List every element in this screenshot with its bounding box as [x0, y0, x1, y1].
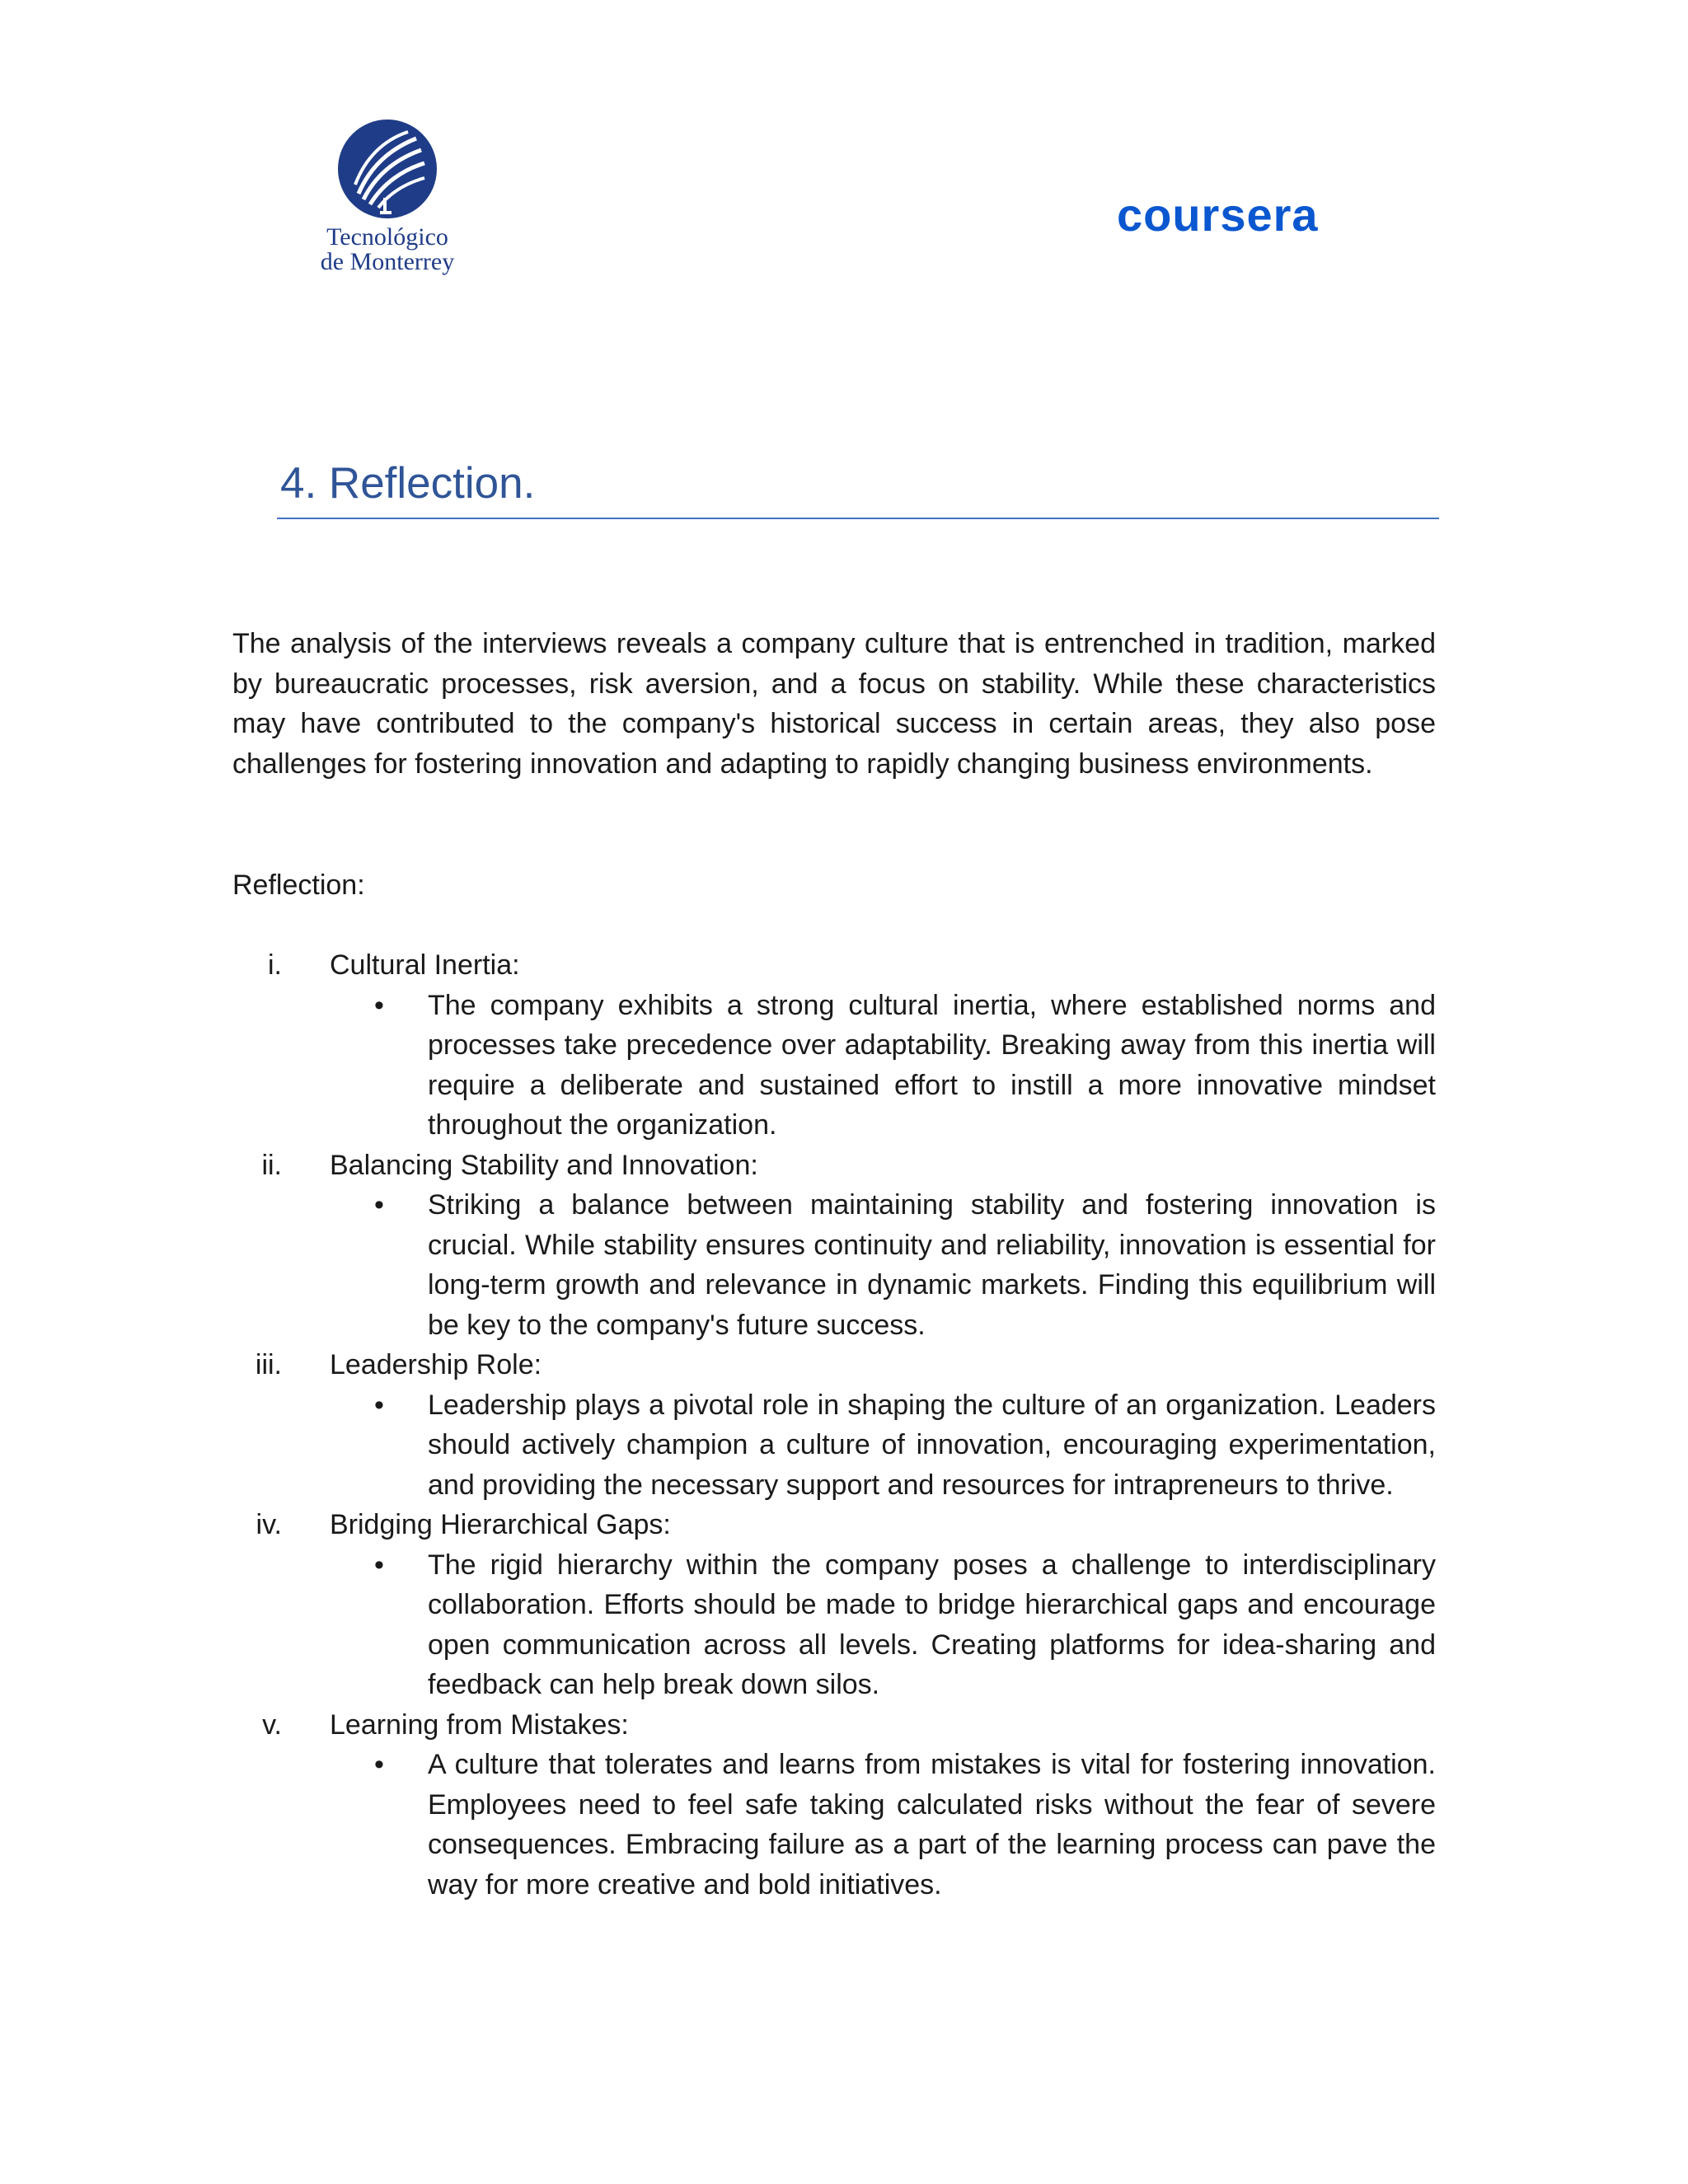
tec-logo-line2: de Monterrey: [320, 248, 455, 275]
list-item: [232, 1146, 1436, 1346]
heading-divider: [277, 518, 1439, 519]
list-item: [232, 1345, 1436, 1505]
list-item-title-text: Balancing Stability and Innovation:: [330, 1149, 758, 1181]
list-numeral: v.: [262, 1708, 282, 1741]
tec-logo-line1: Tecnológico: [326, 223, 448, 251]
list-item-title-text: Bridging Hierarchical Gaps:: [330, 1509, 671, 1540]
list-numeral: ii.: [261, 1149, 282, 1181]
reflection-label: Reflection:: [232, 869, 365, 901]
bullet-text: Striking a balance between maintaining stability and fostering innovation is crucial. While stability ensures continuity and reliability, innovation is essential for long-term growth and relevance in dynamic markets. Finding this equilibrium will be key to the company's future success.: [428, 1189, 1436, 1341]
list-item-title: [232, 945, 1436, 986]
list-item: [232, 1505, 1436, 1705]
bullet-icon: •: [374, 989, 384, 1021]
bullet-item: [232, 986, 1436, 1146]
bullet-icon: •: [374, 1549, 384, 1581]
tec-emblem-icon: [334, 115, 441, 223]
intro-paragraph: The analysis of the interviews reveals a company culture that is entrenched in tradition, marked by bureaucratic processes, risk aversion, and a focus on stability. While these characteristics may have contributed to the company's historical success in certain areas, they also pose challenges for fostering innovation and adapting to rapidly changing business environments.: [232, 628, 1436, 780]
list-item-title: [232, 1345, 1436, 1385]
list-item: [232, 945, 1436, 1146]
list-item-title-text: Cultural Inertia:: [330, 949, 520, 981]
bullet-icon: •: [374, 1189, 384, 1221]
list-numeral: iii.: [255, 1349, 282, 1380]
bullet-text: The rigid hierarchy within the company poses a challenge to interdisciplinary collaboration. Efforts should be made to bridge hierarchical gaps and encourage open communication across all levels. Creating platforms for idea-sharing and feedback can help break down silos.: [428, 1549, 1436, 1700]
list-item-title: [232, 1146, 1436, 1186]
list-item-title: [232, 1505, 1436, 1545]
bullet-item: [232, 1185, 1436, 1345]
reflection-list: [232, 945, 1436, 1905]
bullet-item: [232, 1745, 1436, 1905]
list-item-title: [232, 1705, 1436, 1746]
bullet-item: [232, 1385, 1436, 1506]
bullet-text: The company exhibits a strong cultural inertia, where established norms and processes take precedence over adaptability. Breaking away from this inertia will require a deliberate and sustained effort to instill a more innovative mindset throughout the organization.: [428, 989, 1436, 1141]
list-item: [232, 1705, 1436, 1905]
list-item-title-text: Leadership Role:: [330, 1349, 542, 1380]
list-numeral: iv.: [256, 1509, 282, 1540]
tec-monterrey-logo: [305, 115, 470, 288]
coursera-logo: coursera: [1117, 189, 1319, 241]
section-heading: 4. Reflection.: [280, 459, 536, 508]
bullet-text: Leadership plays a pivotal role in shaping the culture of an organization. Leaders should actively champion a culture of innovation, encouraging experimentation, and providing the necessary support and resources for intrapreneurs to thrive.: [428, 1389, 1436, 1501]
list-item-title-text: Learning from Mistakes:: [330, 1708, 629, 1741]
bullet-item: [232, 1545, 1436, 1705]
bullet-icon: •: [374, 1389, 384, 1421]
bullet-icon: •: [374, 1749, 384, 1780]
list-numeral: i.: [268, 949, 282, 981]
bullet-text: A culture that tolerates and learns from mistakes is vital for fostering innovation. Employees need to feel safe taking calculated risks without the fear of severe consequences. Embracing failure as a part of the learning process can pave the way for more creative and bold initiatives.: [428, 1749, 1436, 1900]
